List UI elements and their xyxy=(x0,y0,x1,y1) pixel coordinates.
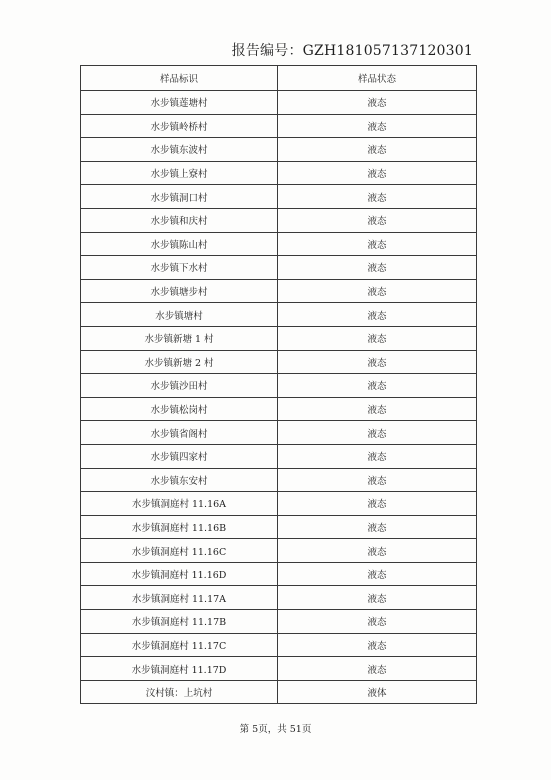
sample-id-cell: 水步镇洞庭村 11.17D xyxy=(81,657,278,681)
sample-id-cell: 水步镇和庆村 xyxy=(81,208,278,232)
sample-state-cell: 液态 xyxy=(278,610,477,634)
sample-state-cell: 液态 xyxy=(278,114,477,138)
table-row xyxy=(81,657,477,681)
sample-state-cell: 液态 xyxy=(278,303,477,327)
page-footer: 第 5页，共 51页 xyxy=(239,724,312,735)
sample-id-cell: 水步镇洞庭村 11.16A xyxy=(81,492,278,516)
table-row xyxy=(81,374,477,398)
sample-state-cell: 液态 xyxy=(278,397,477,421)
table-row xyxy=(81,326,477,350)
sample-state-cell: 液态 xyxy=(278,421,477,445)
table-header-row xyxy=(81,66,477,91)
table-row xyxy=(81,350,477,374)
column-header-sample-state: 样品状态 xyxy=(278,66,477,91)
sample-state-cell: 液态 xyxy=(278,161,477,185)
table-row xyxy=(81,633,477,657)
sample-state-cell: 液态 xyxy=(278,256,477,280)
table-row xyxy=(81,397,477,421)
sample-state-cell: 液态 xyxy=(278,492,477,516)
sample-state-cell: 液态 xyxy=(278,208,477,232)
sample-id-cell: 水步镇陈山村 xyxy=(81,232,278,256)
table-row xyxy=(81,161,477,185)
table-row xyxy=(81,562,477,586)
sample-id-cell: 水步镇洞庭村 11.17B xyxy=(81,610,278,634)
sample-state-cell: 液态 xyxy=(278,515,477,539)
table-row xyxy=(81,492,477,516)
sample-id-cell: 水步镇塘村 xyxy=(81,303,278,327)
sample-id-cell: 水步镇新塘 1 村 xyxy=(81,326,278,350)
table-body xyxy=(81,91,477,704)
table-row xyxy=(81,303,477,327)
table-row xyxy=(81,138,477,162)
sample-state-cell: 液态 xyxy=(278,468,477,492)
table-row xyxy=(81,586,477,610)
sample-id-cell: 水步镇沙田村 xyxy=(81,374,278,398)
table-row xyxy=(81,680,477,704)
sample-id-cell: 水步镇东波村 xyxy=(81,138,278,162)
sample-state-cell: 液态 xyxy=(278,562,477,586)
sample-id-cell: 水步镇洞口村 xyxy=(81,185,278,209)
sample-state-cell: 液态 xyxy=(278,185,477,209)
sample-state-cell: 液态 xyxy=(278,326,477,350)
sample-state-cell: 液态 xyxy=(278,138,477,162)
sample-state-cell: 液态 xyxy=(278,374,477,398)
sample-id-cell: 水步镇莲塘村 xyxy=(81,91,278,115)
table-row xyxy=(81,421,477,445)
table-row xyxy=(81,610,477,634)
report-number: 报告编号：GZH181057137120301 xyxy=(231,43,473,59)
sample-state-cell: 液态 xyxy=(278,539,477,563)
table-row xyxy=(81,256,477,280)
table-row xyxy=(81,114,477,138)
table-row xyxy=(81,185,477,209)
table-row xyxy=(81,539,477,563)
table-row xyxy=(81,279,477,303)
sample-state-cell: 液态 xyxy=(278,444,477,468)
sample-state-cell: 液态 xyxy=(278,91,477,115)
sample-table xyxy=(80,65,477,704)
sample-state-cell: 液体 xyxy=(278,680,477,704)
sample-id-cell: 水步镇洞庭村 11.17C xyxy=(81,633,278,657)
sample-state-cell: 液态 xyxy=(278,350,477,374)
sample-id-cell: 水步镇洞庭村 11.16D xyxy=(81,562,278,586)
sample-state-cell: 液态 xyxy=(278,586,477,610)
sample-id-cell: 水步镇洞庭村 11.16B xyxy=(81,515,278,539)
sample-id-cell: 汶村镇：上坑村 xyxy=(81,680,278,704)
table-row xyxy=(81,468,477,492)
table-row xyxy=(81,515,477,539)
sample-state-cell: 液态 xyxy=(278,633,477,657)
sample-id-cell: 水步镇岭桥村 xyxy=(81,114,278,138)
sample-id-cell: 水步镇四家村 xyxy=(81,444,278,468)
table-row xyxy=(81,232,477,256)
sample-id-cell: 水步镇省阁村 xyxy=(81,421,278,445)
sample-id-cell: 水步镇新塘 2 村 xyxy=(81,350,278,374)
table-row xyxy=(81,208,477,232)
sample-id-cell: 水步镇松岗村 xyxy=(81,397,278,421)
sample-id-cell: 水步镇东安村 xyxy=(81,468,278,492)
column-header-sample-id: 样品标识 xyxy=(81,66,278,91)
sample-state-cell: 液态 xyxy=(278,232,477,256)
sample-id-cell: 水步镇上寮村 xyxy=(81,161,278,185)
sample-id-cell: 水步镇洞庭村 11.16C xyxy=(81,539,278,563)
sample-state-cell: 液态 xyxy=(278,279,477,303)
sample-id-cell: 水步镇下水村 xyxy=(81,256,278,280)
sample-id-cell: 水步镇塘步村 xyxy=(81,279,278,303)
sample-state-cell: 液态 xyxy=(278,657,477,681)
sample-id-cell: 水步镇洞庭村 11.17A xyxy=(81,586,278,610)
table-row xyxy=(81,444,477,468)
table-row xyxy=(81,91,477,115)
